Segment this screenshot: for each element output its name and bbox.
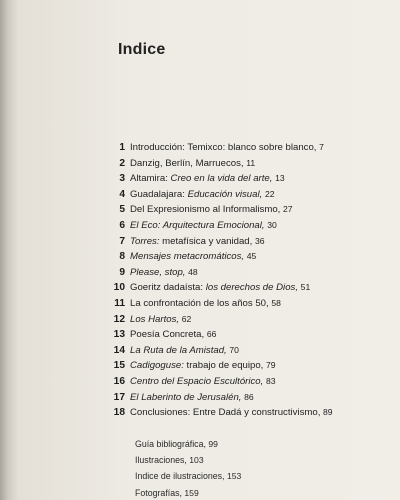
chapter-number: 3 (119, 173, 125, 185)
chapter-title (130, 158, 255, 169)
chapter-title-italic: Mensajes metacromáticos, (130, 251, 245, 263)
page-number: 58 (271, 297, 281, 308)
chapter-title (130, 142, 324, 153)
page-number: 66 (206, 329, 217, 340)
chapter-number: 13 (113, 329, 125, 341)
page-number: 103 (189, 455, 204, 466)
book-spine-shadow (0, 0, 18, 500)
chapter-title-italic: los derechos de Dios, (205, 282, 298, 294)
chapter-title-text: Del Expresionismo al Informalismo, (130, 204, 281, 216)
chapter-number: 7 (119, 235, 125, 247)
toc-entry (100, 158, 390, 174)
chapter-number: 4 (119, 188, 125, 200)
back-matter-title: Indice de ilustraciones, (135, 471, 225, 482)
chapter-title-text: Danzig, Berlín, Marruecos, (130, 157, 244, 169)
page-number: 89 (323, 407, 333, 418)
page-number: 48 (188, 266, 198, 277)
chapter-title (130, 376, 276, 387)
page-number: 86 (244, 391, 254, 402)
toc-entry (100, 407, 390, 423)
chapter-title (130, 282, 310, 293)
chapter-number: 6 (119, 219, 125, 231)
chapter-title (130, 204, 293, 215)
back-matter-title: Ilustraciones, (135, 455, 187, 466)
back-matter-list (135, 439, 241, 500)
chapter-number: 8 (119, 251, 125, 263)
back-matter-entry (135, 488, 241, 500)
chapter-title (130, 298, 281, 309)
chapter-title-italic: La Ruta de la Amistad, (130, 344, 227, 356)
chapter-title (130, 236, 265, 247)
chapter-title (130, 314, 191, 325)
chapter-number: 11 (114, 297, 125, 309)
page-number: 36 (254, 235, 265, 246)
page-title: Indice (118, 40, 166, 58)
chapter-title-italic: Los Hartos, (130, 313, 180, 325)
chapter-title-text: Introducción: Temixco: blanco sobre blanco, (130, 142, 317, 153)
chapter-number: 1 (119, 142, 125, 153)
chapter-title-italic: Educación visual, (187, 188, 263, 200)
toc-entry (100, 282, 390, 298)
chapter-title (130, 173, 285, 184)
toc-entry (100, 345, 390, 361)
page-number: 159 (184, 487, 199, 498)
page-number: 7 (319, 142, 324, 152)
chapter-title (130, 360, 276, 371)
toc-entry (100, 329, 390, 345)
chapter-title (130, 251, 256, 262)
table-of-contents (100, 142, 390, 423)
chapter-number: 2 (119, 157, 125, 169)
toc-entry (100, 392, 390, 408)
page-number: 22 (264, 188, 275, 199)
chapter-title (130, 329, 216, 340)
page-number: 51 (300, 282, 311, 293)
chapter-title (130, 392, 254, 403)
page-number: 153 (226, 471, 242, 482)
chapter-title-italic: El Laberinto de Jerusalén, (130, 391, 242, 403)
chapter-title-italic: El Eco: Arquitectura Emocional, (130, 219, 265, 231)
toc-entry (100, 251, 390, 267)
page-number: 45 (246, 251, 257, 262)
chapter-title (130, 189, 275, 200)
toc-entry (100, 189, 390, 205)
chapter-title-italic: Creo en la vida del arte, (170, 173, 273, 185)
page-number: 11 (246, 157, 256, 168)
page-number: 62 (181, 313, 192, 324)
toc-entry (100, 360, 390, 376)
toc-entry (100, 314, 390, 330)
chapter-title-text: Poesía Concreta, (130, 329, 205, 341)
chapter-title (130, 267, 198, 278)
chapter-number: 16 (113, 375, 125, 387)
page-number: 99 (208, 439, 218, 449)
chapter-title (130, 407, 333, 418)
chapter-title-text: Guadalajara: (130, 188, 188, 200)
page-number: 30 (267, 219, 277, 230)
chapter-number: 12 (113, 313, 125, 325)
page-number: 27 (283, 204, 293, 215)
chapter-title (130, 220, 277, 231)
toc-entry (100, 267, 390, 283)
chapter-title-rest: trabajo de equipo, (183, 360, 264, 372)
chapter-title-text: Goeritz dadaísta: (130, 282, 206, 294)
page-number: 79 (266, 360, 276, 371)
toc-entry (100, 220, 390, 236)
chapter-title-text: Conclusiones: Entre Dadá y constructivismo, (130, 407, 321, 419)
toc-entry (100, 173, 390, 189)
chapter-number: 14 (113, 344, 125, 356)
chapter-number: 18 (113, 407, 125, 419)
toc-entry (100, 298, 390, 314)
page-number: 70 (229, 344, 239, 355)
back-matter-entry (135, 455, 241, 471)
back-matter-title: Fotografías, (135, 487, 182, 498)
chapter-number: 9 (119, 266, 125, 278)
chapter-title-text: Altamira: (130, 173, 171, 185)
chapter-number: 17 (113, 391, 125, 403)
chapter-title-italic: Cadigoguse: (130, 360, 184, 372)
toc-entry (100, 236, 390, 252)
chapter-number: 5 (119, 204, 125, 216)
back-matter-title: Guía bibliográfica, (135, 439, 206, 449)
chapter-title-rest: metafísica y vanidad, (159, 235, 253, 247)
toc-entry (100, 376, 390, 392)
page-number: 13 (275, 173, 285, 184)
chapter-title (130, 345, 239, 356)
chapter-number: 15 (113, 360, 125, 372)
chapter-title-italic: Torres: (130, 235, 160, 247)
toc-entry (100, 142, 390, 158)
chapter-title-text: La confrontación de los años 50, (130, 297, 269, 309)
chapter-number: 10 (113, 282, 125, 294)
back-matter-entry (135, 471, 241, 487)
back-matter-entry (135, 439, 241, 455)
toc-entry (100, 204, 390, 220)
chapter-title-italic: Centro del Espacio Escultórico, (130, 375, 264, 387)
chapter-title-italic: Please, stop, (130, 266, 186, 278)
page-number: 83 (265, 375, 276, 386)
